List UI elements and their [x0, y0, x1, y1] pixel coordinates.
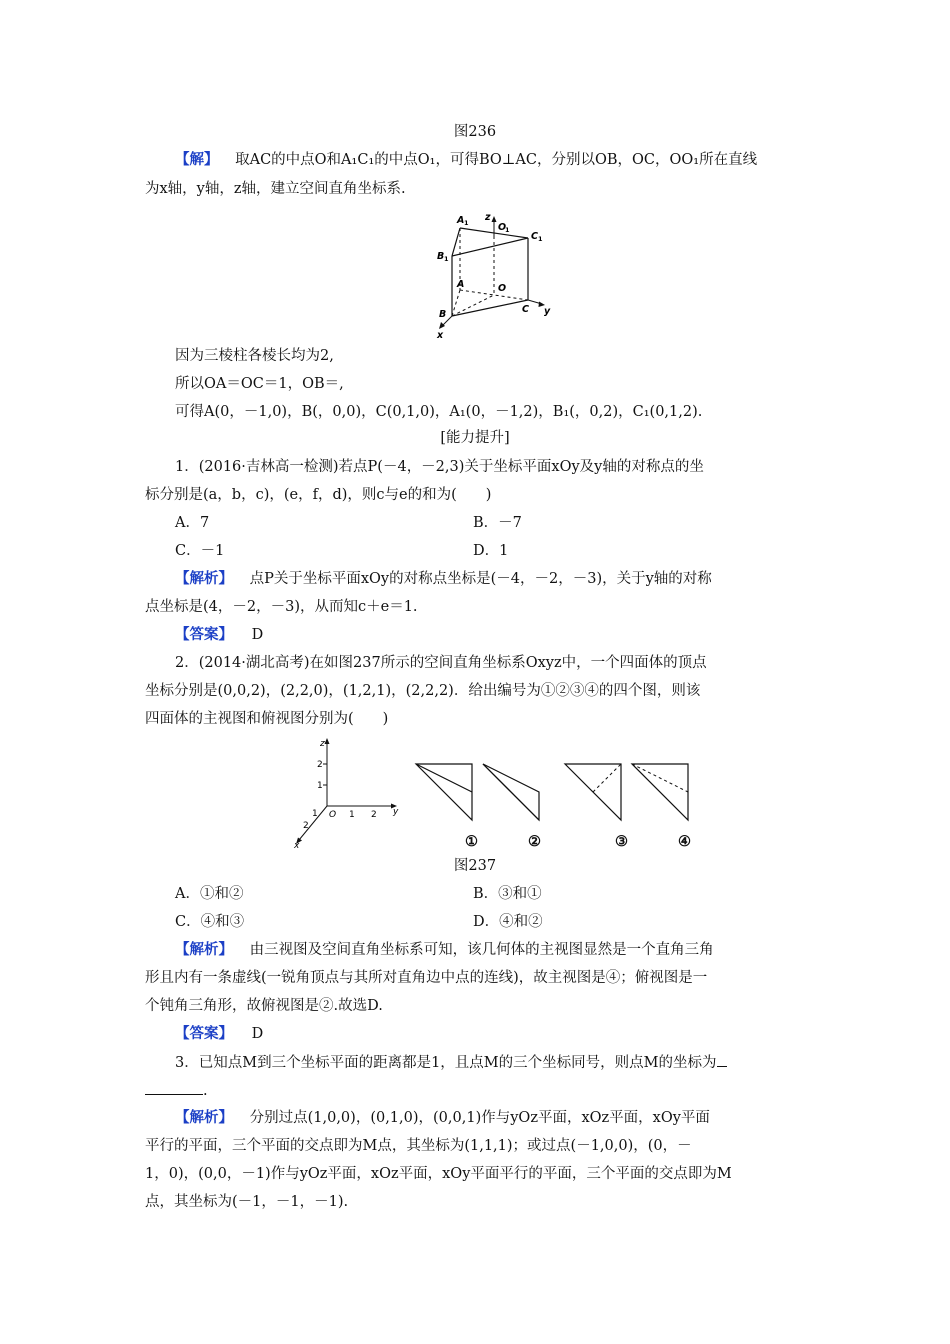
- label-c1: C: [531, 231, 538, 242]
- label-x: x: [437, 330, 444, 340]
- label-b1-sub: 1: [444, 255, 449, 263]
- q2-option-d: D．④和②: [473, 914, 543, 930]
- q2-answer-value: D: [251, 1026, 264, 1042]
- q2-analysis-text-1: 由三视图及空间直角坐标系可知，该几何体的主视图显然是一个直角三角: [249, 942, 714, 958]
- q3-line-end: .: [203, 1083, 208, 1099]
- label-y: y: [544, 306, 551, 317]
- q1-analysis-line-1: [175, 569, 712, 589]
- q3-analysis-text-1: 分别过点(1,0,0)，(0,1,0)，(0,0,1)作与yOz平面，xOz平面，xOy平面: [249, 1110, 710, 1126]
- tick-y-2: 2: [371, 810, 377, 820]
- solution-tag: 【解】: [175, 151, 219, 168]
- q3-answer-blank-cont: [145, 1080, 203, 1095]
- q1-answer-line: [175, 625, 263, 645]
- coordinate-axes-figure: [285, 734, 410, 852]
- solution-line-2: 为x轴，y轴，z轴，建立空间直角坐标系.: [145, 181, 406, 197]
- q2-analysis-line-3: 个钝角三角形，故俯视图是②.故选D.: [145, 998, 383, 1014]
- label-a: A: [457, 279, 465, 290]
- label-z: z: [485, 212, 491, 223]
- label-a1: A: [457, 215, 465, 226]
- axis-label-z: z: [320, 739, 325, 749]
- label-b1: B: [437, 251, 445, 262]
- label-a1-sub: 1: [464, 219, 469, 227]
- view-label-3: ③: [615, 833, 628, 850]
- label-c1-sub: 1: [538, 235, 543, 243]
- q2-option-b: B．③和①: [473, 886, 542, 902]
- figure-caption-237: 图237: [453, 858, 497, 874]
- q3-line-2: [145, 1080, 208, 1101]
- solution-line-4: 所以OA＝OC＝1，OB＝,: [175, 376, 344, 392]
- q1-analysis-tag: 【解析】: [175, 570, 233, 587]
- q3-analysis-line-4: 点，其坐标为(－1，－1，－1).: [145, 1194, 349, 1210]
- q2-analysis-tag: 【解析】: [175, 941, 233, 958]
- q1-line-1: 1．(2016·吉林高一检测)若点P(－4，－2,3)关于坐标平面xOy及y轴的对称点的坐: [175, 459, 704, 475]
- label-o1: O: [498, 222, 507, 233]
- prism-figure: [430, 208, 560, 340]
- q2-answer-tag: 【答案】: [175, 1025, 233, 1042]
- section-title: [能力提升]: [440, 430, 510, 446]
- q2-line-2: 坐标分别是(0,0,2)，(2,2,0)，(1,2,1)，(2,2,2)．给出编号为①②③④的四个图，则该: [145, 683, 701, 699]
- view-figure-2: [481, 762, 543, 828]
- axis-origin: O: [329, 810, 337, 820]
- q2-option-c: C．④和③: [175, 914, 245, 930]
- solution-line-1: [175, 150, 757, 170]
- axis-label-y: y: [393, 807, 399, 817]
- q3-analysis-line-3: 1，0)，(0,0，－1)作与yOz平面，xOz平面，xOy平面平行的平面，三个平面的交点即为M: [145, 1166, 732, 1182]
- q2-analysis-line-2: 形且内有一条虚线(一锐角顶点与其所对直角边中点的连线)，故主视图是④；俯视图是一: [145, 970, 708, 986]
- solution-line-3: 因为三棱柱各棱长均为2,: [175, 348, 334, 364]
- q2-option-a: A．①和②: [175, 886, 244, 902]
- label-o1-sub: 1: [505, 226, 510, 234]
- q3-text: 3．已知点M到三个坐标平面的距离都是1，且点M的三个坐标同号，则点M的坐标为: [175, 1055, 717, 1071]
- q3-analysis-line-2: 平行的平面，三个平面的交点即为M点，其坐标为(1,1,1)；或过点(－1,0,0)，(0，－: [145, 1138, 692, 1154]
- q1-line-2: 标分别是(a，b，c)，(e，f，d)，则c与e的和为( ): [145, 487, 492, 503]
- axis-label-x: x: [294, 841, 300, 851]
- solution-text-1: 取AC的中点O和A₁C₁的中点O₁，可得BO⊥AC，分别以OB，OC，OO₁所在直线: [235, 152, 758, 168]
- solution-line-5: 可得A(0，－1,0)，B(，0,0)，C(0,1,0)，A₁(0，－1,2)，B₁(，0,2)，C₁(0,1,2).: [175, 404, 703, 420]
- q2-line-3: 四面体的主视图和俯视图分别为( ): [145, 711, 389, 727]
- q2-answer-line: [175, 1024, 263, 1044]
- q1-answer-tag: 【答案】: [175, 626, 233, 643]
- tick-z-2: 2: [317, 760, 323, 770]
- q1-option-c: C．－1: [175, 543, 225, 559]
- view-figure-3: [563, 762, 625, 828]
- q3-analysis-line-1: [175, 1108, 710, 1128]
- tick-x-1: 1: [312, 809, 318, 819]
- view-label-2: ②: [528, 833, 541, 850]
- q3-analysis-tag: 【解析】: [175, 1109, 233, 1126]
- figure-caption-236: 图236: [453, 124, 497, 140]
- label-c: C: [522, 304, 529, 315]
- view-figure-1: [414, 762, 476, 828]
- q1-option-b: B．－7: [473, 515, 522, 531]
- q1-option-d: D．1: [473, 543, 509, 559]
- q2-analysis-line-1: [175, 940, 714, 960]
- q1-option-a: A．7: [175, 515, 210, 531]
- q1-analysis-line-2: 点坐标是(4，－2，－3)，从而知c＋e＝1.: [145, 599, 418, 615]
- tick-x-2: 2: [303, 821, 309, 831]
- q2-line-1: 2．(2014·湖北高考)在如图237所示的空间直角坐标系Oxyz中，一个四面体的顶点: [175, 655, 707, 671]
- tick-z-1: 1: [317, 781, 323, 791]
- q1-analysis-text-1: 点P关于坐标平面xOy的对称点坐标是(－4，－2，－3)，关于y轴的对称: [249, 571, 712, 587]
- label-b: B: [439, 309, 447, 320]
- view-figure-4: [630, 762, 692, 828]
- q1-answer-value: D: [251, 627, 264, 643]
- tick-y-1: 1: [349, 810, 355, 820]
- label-o: O: [498, 283, 507, 294]
- q3-answer-blank: [717, 1052, 727, 1067]
- q3-line-1: [175, 1052, 727, 1073]
- view-label-1: ①: [465, 833, 478, 850]
- view-label-4: ④: [678, 833, 691, 850]
